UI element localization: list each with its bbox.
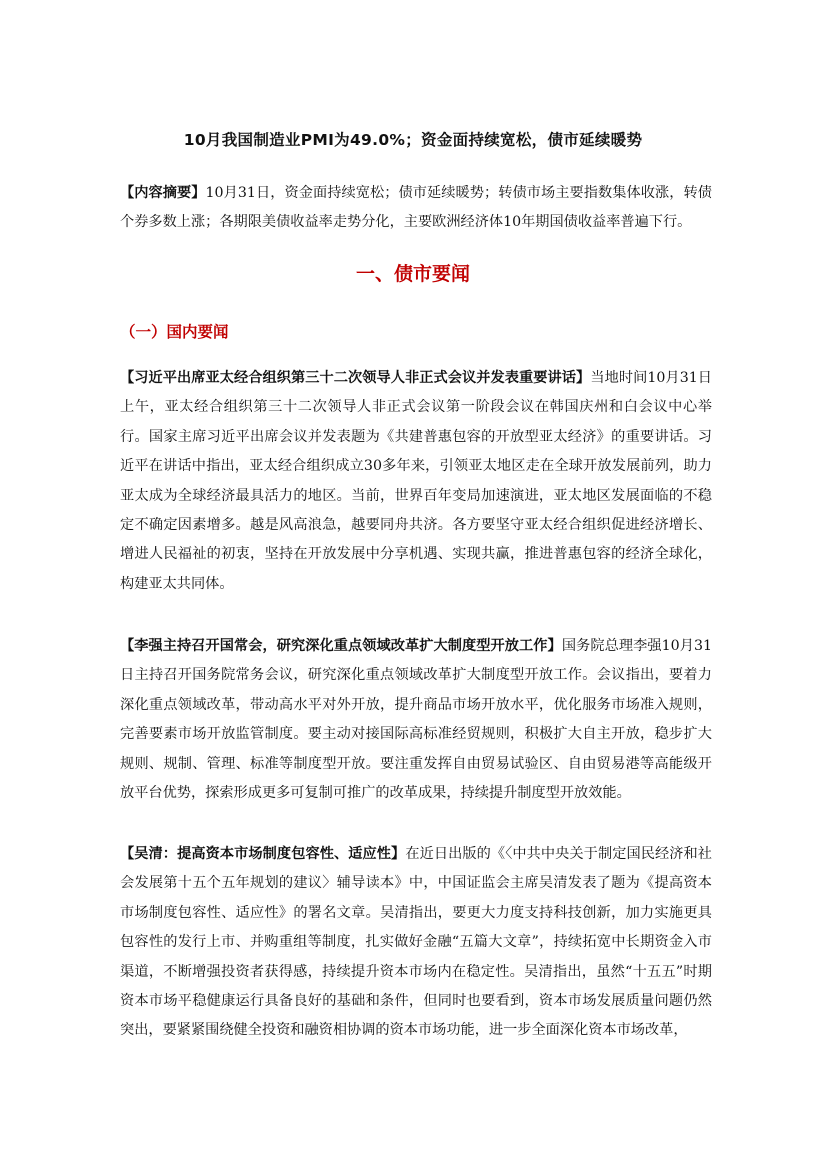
news-paragraph bbox=[120, 364, 712, 599]
news-body: 当地时间10月31日上午，亚太经合组织第三十二次领导人非正式会议第一阶段会议在韩国庆州和白会议中心举行。国家主席习近平出席会议并发表题为《共建普惠包容的开放型亚太经济》的重要讲话。习近平在讲话中指出，亚太经合组织成立30多年来，引领亚太地区走在全球开放发展前列，助力亚太成为全球经济最具活力的地区。当前，世界百年变局加速演进，亚太地区发展面临的不稳定不确定因素增多。越是风高浪急，越要同舟共济。各方要坚守亚太经合组织促进经济增长、增进人民福祉的初衷，坚持在开放发展中分享机遇、实现共赢，推进普惠包容的经济全球化，构建亚太共同体。 bbox=[120, 370, 712, 592]
news-body: 在近日出版的《〈中共中央关于制定国民经济和社会发展第十五个五年规划的建议〉辅导读本》中，中国证监会主席吴清发表了题为《提高资本市场制度包容性、适应性》的署名文章。吴清指出，要更大力度支持科技创新，加力实施更具包容性的发行上市、并购重组等制度，扎实做好金融“五篇大文章”，持续拓宽中长期资金入市渠道，不断增强投资者获得感，持续提升资本市场内在稳定性。吴清指出，虽然“十五五”时期资本市场平稳健康运行具备良好的基础和条件，但同时也要看到，资本市场发展质量问题仍然突出，要紧紧围绕健全投资和融资相协调的资本市场功能，进一步全面深化资本市场改革， bbox=[120, 846, 712, 1039]
news-headline: 【吴清：提高资本市场制度包容性、适应性】 bbox=[120, 846, 406, 862]
news-paragraph bbox=[120, 840, 712, 1046]
summary-paragraph bbox=[120, 179, 712, 238]
news-paragraph bbox=[120, 632, 712, 808]
summary-text: 10月31日，资金面持续宽松；债市延续暖势；转债市场主要指数集体收涨，转债个券多数上涨；各期限美债收益率走势分化，主要欧洲经济体10年期国债收益率普遍下行。 bbox=[120, 185, 712, 231]
section-heading: 一、债市要闻 bbox=[355, 263, 470, 285]
document-title: 10月我国制造业PMI为49.0%；资金面持续宽松，债市延续暖势 bbox=[183, 131, 643, 149]
subsection-heading: （一）国内要闻 bbox=[120, 323, 229, 341]
news-body: 国务院总理李强10月31日主持召开国务院常务会议，研究深化重点领域改革扩大制度型开放工作。会议指出，要着力深化重点领域改革，带动高水平对外开放，提升商品市场开放水平，优化服务市场准入规则，完善要素市场开放监管制度。要主动对接国际高标准经贸规则，积极扩大自主开放，稳步扩大规则、规制、管理、标准等制度型开放。要注重发挥自由贸易试验区、自由贸易港等高能级开放平台优势，探索形成更多可复制可推广的改革成果，持续提升制度型开放效能。 bbox=[120, 638, 712, 802]
news-headline: 【习近平出席亚太经合组织第三十二次领导人非正式会议并发表重要讲话】 bbox=[120, 370, 591, 386]
summary-lead: 【内容摘要】 bbox=[120, 185, 206, 201]
news-headline: 【李强主持召开国常会，研究深化重点领域改革扩大制度型开放工作】 bbox=[120, 638, 562, 654]
